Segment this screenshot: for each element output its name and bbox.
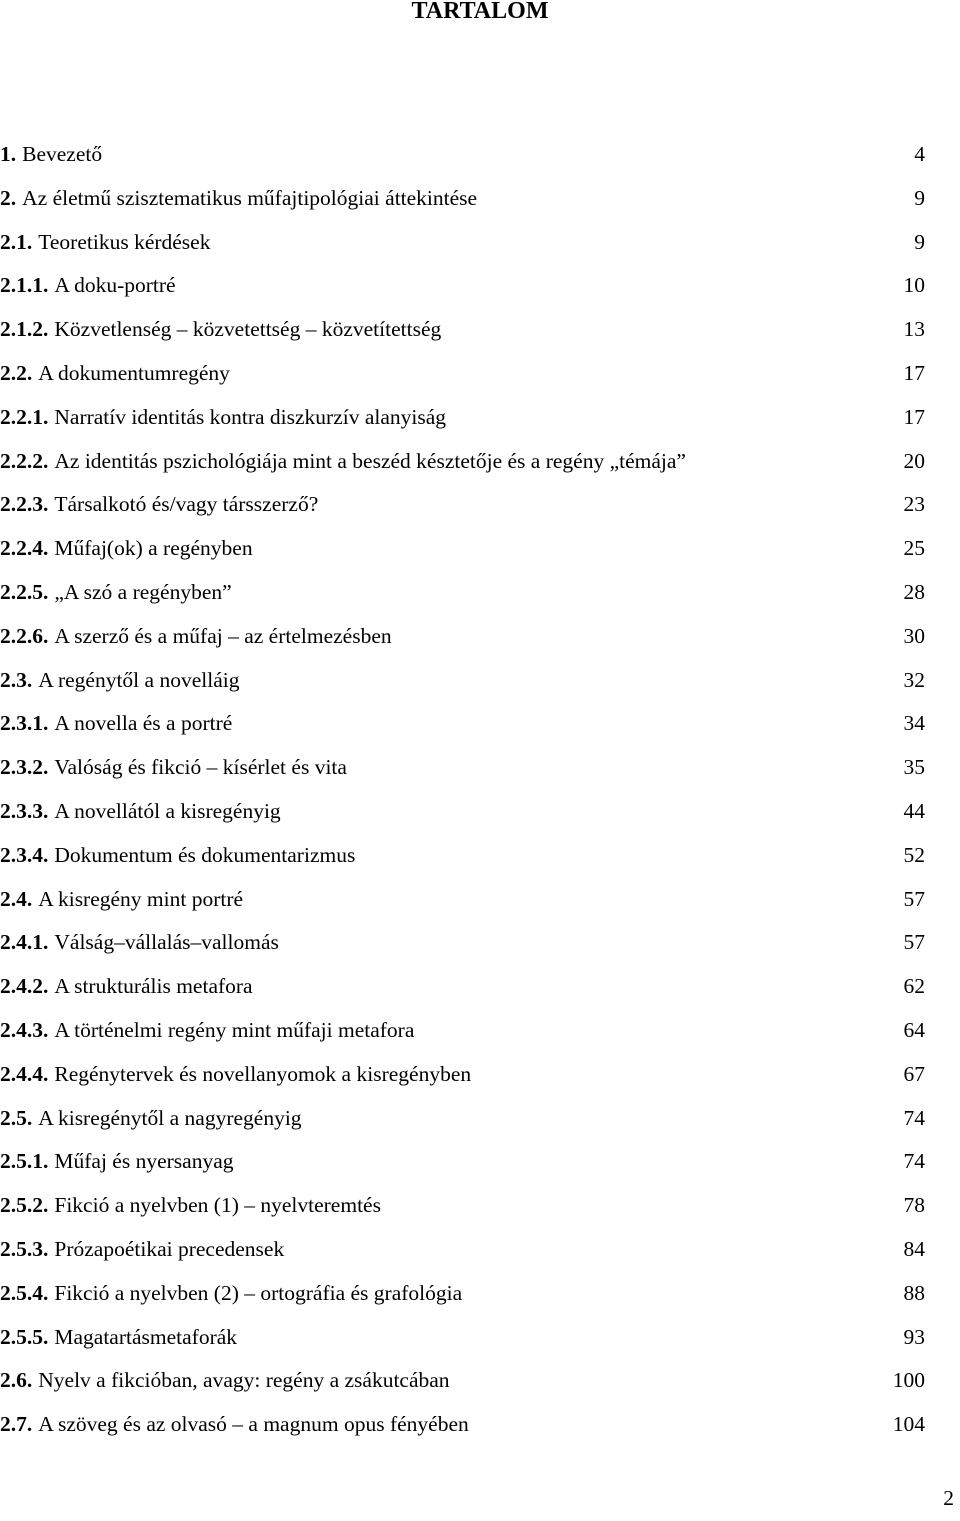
toc-entry	[0, 616, 960, 660]
toc-entry	[0, 660, 960, 704]
toc-entry	[0, 484, 960, 528]
toc-entry-number: 2.3.2.	[0, 755, 49, 780]
toc-entry-label	[0, 660, 239, 700]
toc-entry-page: 34	[903, 711, 925, 736]
toc-entry-label	[0, 1229, 284, 1269]
toc-entry-page: 30	[903, 623, 925, 648]
toc-entry-label	[0, 966, 253, 1006]
toc-entry-page: 35	[903, 755, 925, 780]
toc-entry-title: A regénytől a novelláig	[38, 667, 240, 692]
toc-entry	[0, 178, 960, 222]
toc-entry-title: A szöveg és az olvasó – a magnum opus fényében	[38, 1412, 469, 1437]
toc-entry-label	[0, 1404, 469, 1444]
toc-entry	[0, 1273, 960, 1317]
toc-entry	[0, 265, 960, 309]
toc-entry-number: 1.	[0, 142, 17, 166]
toc-entry-page: 20	[903, 448, 925, 473]
toc-entry	[0, 1185, 960, 1229]
toc-entry	[0, 1229, 960, 1273]
toc-entry-label	[0, 703, 232, 743]
toc-entry-page: 57	[903, 886, 925, 911]
toc-entry-number: 2.7.	[0, 1412, 33, 1437]
toc-entry-title: Válság–vállalás–vallomás	[54, 930, 279, 955]
toc-entry-label	[0, 791, 281, 831]
toc-entry-title: A doku-portré	[54, 273, 176, 298]
toc-entry-label	[0, 178, 477, 218]
toc-entry-label	[0, 484, 318, 524]
toc-entry-number: 2.3.4.	[0, 842, 49, 867]
toc-entry	[0, 309, 960, 353]
toc-entry-label	[0, 353, 230, 393]
toc-entry-title: Teoretikus kérdések	[38, 229, 211, 254]
toc-entry	[0, 1098, 960, 1142]
toc-entry-number: 2.4.1.	[0, 930, 49, 955]
toc-entry-label	[0, 1317, 237, 1357]
toc-entry	[0, 791, 960, 835]
toc-entry-number: 2.5.1.	[0, 1149, 49, 1174]
toc-entry	[0, 747, 960, 791]
toc-entry-label	[0, 309, 441, 349]
toc-entry-number: 2.3.1.	[0, 711, 49, 736]
toc-entry-label	[0, 134, 102, 174]
toc-entry-number: 2.2.5.	[0, 579, 49, 604]
toc-entry-number: 2.5.4.	[0, 1280, 49, 1305]
toc-entry-title: A novella és a portré	[54, 711, 233, 736]
toc-entry	[0, 1054, 960, 1098]
toc-entry-label	[0, 265, 176, 305]
toc-entry	[0, 1141, 960, 1185]
toc-entry-page: 17	[903, 404, 925, 429]
toc-entry-page: 74	[903, 1105, 925, 1130]
toc-entry-page: 32	[903, 667, 925, 692]
page-number: 2	[943, 1486, 954, 1510]
toc-entry-label	[0, 747, 347, 787]
toc-entry-label	[0, 835, 355, 875]
toc-entry-number: 2.2.3.	[0, 492, 49, 517]
toc-entry-title: A kisregénytől a nagyregényig	[38, 1105, 302, 1130]
toc-entry-page: 9	[914, 229, 925, 254]
toc-entry-number: 2.	[0, 185, 17, 210]
toc-entry-label	[0, 528, 253, 568]
toc-entry-number: 2.5.2.	[0, 1193, 49, 1218]
toc-entry-label	[0, 1010, 414, 1050]
toc-entry-title: Műfaj és nyersanyag	[54, 1149, 234, 1174]
toc-entry	[0, 441, 960, 485]
toc-entry-page: 52	[903, 842, 925, 867]
toc-entry	[0, 879, 960, 923]
toc-entry-page: 23	[903, 492, 925, 517]
toc-entry-number: 2.4.3.	[0, 1017, 49, 1042]
toc-entry-title: Az életmű szisztematikus műfajtipológiai áttekintése	[22, 185, 478, 210]
toc-entry-number: 2.6.	[0, 1368, 33, 1393]
toc-entry	[0, 397, 960, 441]
toc-entry	[0, 1010, 960, 1054]
toc-entry-title: Közvetlenség – közvetettség – közvetítettség	[54, 317, 442, 342]
toc-entry-label	[0, 616, 392, 656]
toc-entry-label	[0, 397, 446, 437]
toc-entry-title: A kisregény mint portré	[38, 886, 244, 911]
toc-entry-number: 2.3.	[0, 667, 33, 692]
toc-entry-page: 67	[903, 1061, 925, 1086]
toc-entry-page: 25	[903, 536, 925, 561]
toc-entry-label	[0, 572, 232, 612]
toc-entry-label	[0, 922, 279, 962]
toc-entry-page: 93	[903, 1324, 925, 1349]
toc-entry-title: „A szó a regényben”	[54, 579, 232, 604]
toc-entry	[0, 966, 960, 1010]
toc-entry	[0, 572, 960, 616]
toc-entry-page: 74	[903, 1149, 925, 1174]
toc-entry-page: 88	[903, 1280, 925, 1305]
toc-entry-page: 17	[903, 360, 925, 385]
toc-entry-title: Prózapoétikai precedensek	[54, 1236, 285, 1261]
toc-entry-title: A történelmi regény mint műfaji metafora	[54, 1017, 415, 1042]
toc-entry-number: 2.4.4.	[0, 1061, 49, 1086]
toc-entry-title: Valóság és fikció – kísérlet és vita	[54, 755, 347, 780]
toc-entry	[0, 835, 960, 879]
toc-entry-page: 100	[892, 1368, 925, 1393]
toc-entry-number: 2.4.2.	[0, 974, 49, 999]
toc-entry-number: 2.2.4.	[0, 536, 49, 561]
toc-entry-title: Regénytervek és novellanyomok a kisregényben	[54, 1061, 472, 1086]
toc-entry-number: 2.1.	[0, 229, 33, 254]
toc-entry-number: 2.2.6.	[0, 623, 49, 648]
toc-entry-page: 57	[903, 930, 925, 955]
toc-entry-number: 2.5.	[0, 1105, 33, 1130]
toc-entry-label	[0, 441, 686, 481]
toc-entry-title: Dokumentum és dokumentarizmus	[54, 842, 356, 867]
toc-entry-page: 10	[903, 273, 925, 298]
toc-entry	[0, 703, 960, 747]
toc-entry	[0, 1360, 960, 1404]
table-of-contents	[0, 134, 960, 1448]
toc-entry-number: 2.5.5.	[0, 1324, 49, 1349]
toc-entry-number: 2.2.	[0, 360, 33, 385]
toc-entry-label	[0, 1141, 233, 1181]
toc-entry-page: 62	[903, 974, 925, 999]
toc-entry-title: Fikció a nyelvben (1) – nyelvteremtés	[54, 1193, 381, 1218]
toc-entry-number: 2.2.2.	[0, 448, 49, 473]
toc-entry-page: 44	[903, 798, 925, 823]
toc-entry-page: 84	[903, 1236, 925, 1261]
toc-entry-label	[0, 1054, 471, 1094]
toc-entry	[0, 222, 960, 266]
toc-entry-number: 2.5.3.	[0, 1236, 49, 1261]
toc-entry-label	[0, 1185, 381, 1225]
toc-entry-number: 2.3.3.	[0, 798, 49, 823]
toc-entry-title: Magatartásmetaforák	[54, 1324, 238, 1349]
toc-entry-title: A dokumentumregény	[38, 360, 230, 385]
toc-entry-title: Fikció a nyelvben (2) – ortográfia és grafológia	[54, 1280, 463, 1305]
toc-entry-label	[0, 1273, 462, 1313]
toc-entry-label	[0, 222, 210, 262]
toc-entry-page: 9	[914, 185, 925, 210]
toc-entry-label	[0, 879, 243, 919]
toc-entry-title: Műfaj(ok) a regényben	[54, 536, 253, 561]
toc-entry	[0, 528, 960, 572]
toc-entry	[0, 1317, 960, 1361]
toc-entry-number: 2.1.2.	[0, 317, 49, 342]
toc-entry-title: Nyelv a fikcióban, avagy: regény a zsákutcában	[38, 1368, 450, 1393]
toc-entry	[0, 1404, 960, 1448]
toc-entry	[0, 353, 960, 397]
toc-entry-title: Társalkotó és/vagy társszerző?	[54, 492, 319, 517]
toc-entry-label	[0, 1360, 450, 1400]
toc-entry-label	[0, 1098, 302, 1138]
toc-entry-title: Narratív identitás kontra diszkurzív alanyiság	[54, 404, 447, 429]
toc-entry-title: Bevezető	[22, 142, 103, 166]
toc-entry	[0, 134, 960, 178]
toc-entry-title: A szerző és a műfaj – az értelmezésben	[54, 623, 392, 648]
toc-entry-page: 13	[903, 317, 925, 342]
toc-entry-number: 2.2.1.	[0, 404, 49, 429]
toc-entry-number: 2.1.1.	[0, 273, 49, 298]
toc-entry-page: 4	[914, 142, 925, 166]
toc-entry-page: 28	[903, 579, 925, 604]
toc-entry-title: A novellától a kisregényig	[54, 798, 281, 823]
toc-entry-title: Az identitás pszichológiája mint a beszéd késztetője és a regény „témája”	[54, 448, 686, 473]
toc-entry-number: 2.4.	[0, 886, 33, 911]
toc-entry-page: 104	[892, 1412, 925, 1437]
toc-entry-title: A strukturális metafora	[54, 974, 253, 999]
toc-entry	[0, 922, 960, 966]
page-title: TARTALOM	[411, 0, 549, 24]
toc-entry-page: 78	[903, 1193, 925, 1218]
toc-entry-page: 64	[903, 1017, 925, 1042]
